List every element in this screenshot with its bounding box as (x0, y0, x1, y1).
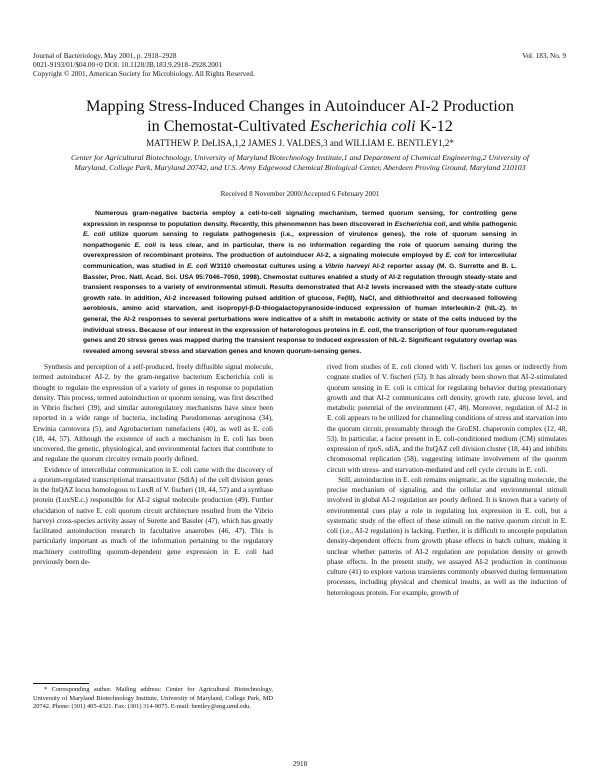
volume-info: Vol. 183, No. 9 (522, 52, 566, 60)
abstract-text: is less clear, and in particular, there is no information regarding the role of quorum sensing during the overexpression of recombinant proteins. The production of autoinducer AI-2, a signaling molecule employed by (83, 241, 517, 260)
body-column-left (33, 362, 273, 567)
affiliations: Center for Agricultural Biotechnology, University of Maryland Biotechnology Institute,1 and Department of Chemical Engineering,2 University of Maryland, College Park, Maryland 20742, and U.S. Army Edgewood Chemical Biological Center, Aberdeen Proving Ground, Maryland 210103 (70, 153, 530, 172)
species-name: E. coli (359, 326, 380, 334)
abstract-text: utilize quorum sensing to regulate pathogenesis (i.e., expression of virulence genes), the role of quorum sensing in nonpathogenic (83, 231, 517, 249)
species-name: E. coli (83, 231, 106, 239)
title-species: Escherichia coli (309, 117, 416, 135)
doi-line: 0021-9193/01/$04.00+0 DOI: 10.1128/JB.183.9.2918–2928.2001 (33, 61, 223, 70)
footnote-divider (33, 683, 89, 684)
journal-header (33, 52, 255, 80)
paragraph: Synthesis and perception of a self-produced, freely diffusible signal molecule, termed autoinducer AI-2, by the gram-negative bacterium Escherichia coli is thought to regulate the expression of a variety of genes in response to population density. This process, termed autoinduction or quorum sensing, was first described in Vibrio fischeri (39), and similar autoregulatory mechanisms have since been reported in a wide range of bacteria, including Pseudomonas aeruginosa (34), Erwinia carotovora (5), and Agrobacterium tumefaciens (40), as well as E. coli (18, 44, 57). Although the existence of such a mechanism in E. coli has been uncovered, the genetic, physiological, and environmental factors that contribute to and regulate the quorum circuitry remain poorly defined. (33, 363, 273, 464)
paragraph-continued: rived from studies of E. coli cloned with V. fischeri lux genes or indirectly from cognate studies of V. fischeri (53). It has already been shown that AI-2-stimulated quorum sensing in E. coli is critical for regulating behavior during prestationary growth and that AI-2 communicates cell density, growth rate, glucose level, and metabolic potential of the environment (47, 48). Moreover, regulation of AI-2 in E. coli appears to be utilized for channeling conditions of stress and starvation into the quorum circuit, presumably through the GroESL chaperonin complex (12, 48, 53). In particular, a factor present in E. coli-conditioned medium (CM) stimulates expression of rpoS, sdiA, and the ftsQAZ cell division cluster (18, 44) and inhibits chromosomal replication (58), suggesting intimate involvement of the quorum circuit with stress- and starvation-mediated and cell cycle circuits in E. coli. (327, 363, 567, 474)
paragraph: Evidence of intercellular communication in E. coli came with the discovery of a quorum-regulated transcriptional transactivator (SdiA) of the cell division genes in the ftsQAZ locus homologous to LuxR of V. fischeri (18, 44, 57) and a synthase protein (LuxSE.c.) responsible for AI-2 signal molecule production (49). Further elucidation of native E. coli quorum circuit architecture resulted from the Vibrio harveyi cross-species activity assay of Surette and Bassler (47), which has greatly facilitated autoinduction research in facultative anaerobes (46, 47). This is particularly important as much of the information pertaining to the regulatory machinery controlling quorum-dependent gene expression in E. coli had previously been de- (33, 465, 273, 566)
received-dates: Received 8 November 2000/Accepted 6 February 2001 (220, 190, 380, 198)
species-name: E. coli (186, 262, 208, 270)
abstract-text: for intercellular communication, was studied in (83, 252, 517, 270)
author-list: MATTHEW P. DeLISA,1,2 JAMES J. VALDES,3 and WILLIAM E. BENTLEY1,2* (146, 138, 454, 148)
title-line-2 (40, 116, 560, 136)
species-name: E. coli (134, 241, 157, 249)
paragraph: Still, autoinduction in E. coli remains enigmatic, as the signaling molecule, the precise mechanism of signaling, and the cellular and environmental stimuli involved in global AI-2 regulation are poorly defined. It is known that a variety of environmental cues play a role in regulating lux expression in E. coli, but a systematic study of the effect of these stimuli on the native quorum circuit in E. coli (i.e., AI-2 regulation) is lacking. Further, it is difficult to uncouple population density-dependent effects from growth phase effects in batch culture, making it unclear whether patterns of AI-2 regulation are population density or growth phase effects. In the present study, we assayed AI-2 production in continuous culture (41) to explore various transients commonly observed during fermentation processes, including physical and chemical insults, as well as the induction of heterologous protein. For example, growth of (327, 475, 567, 597)
species-name: Escherichia coli (394, 220, 446, 228)
article-title (40, 96, 560, 136)
abstract-text: Numerous gram-negative bacteria employ a cell-to-cell signaling mechanism, termed quorum sensing, for controlling gene expression in response to population density. Recently, this phenomenon has been discovered in (83, 210, 517, 228)
species-name: E. coli (445, 252, 466, 260)
abstract-text: W3110 chemostat cultures using a (207, 262, 326, 270)
species-name: Vibrio harveyi (325, 262, 370, 270)
abstract-text: , the transcription of four quorum-regulated genes and 20 stress genes was mapped during the transient response to induced expression of hIL-2. Significant regulatory overlap was revealed among several stress and starvation genes and known quorum-sensing genes. (83, 326, 518, 355)
abstract-text: AI-2 reporter assay (M. G. Surrette and B. L. Bassler, Proc. Natl. Acad. Sci. USA 95:7046–7050, 1998). Chemostat cultures enabled a study of AI-2 regulation through steady-state and transient responses to a variety of environmental stimuli. Results demonstrated that AI-2 levels increased with the steady-state culture growth rate. In addition, AI-2 increased following pulsed addition of glucose, Fe(III), NaCl, and dithiothreitol and decreased following aerobiosis, amino acid starvation, and isopropyl-β-D-thiogalactopyranoside-induced expression of human interleukin-2 (hIL-2). In general, the AI-2 responses to several perturbations were indicative of a shift in metabolic activity or state of the cells induced by the individual stress. Because of our interest in the expression of heterologous proteins in (83, 262, 517, 334)
title-part: in Chemostat-Cultivated (147, 117, 310, 135)
body-column-right (327, 362, 567, 598)
abstract (83, 209, 517, 357)
corresponding-author-footnote: * Corresponding author. Mailing address: Center for Agricultural Biotechnology, University of Maryland Biotechnology Institute, University of Maryland, College Park, MD 20742. Phone: (301) 405-4321. Fax: (301) 314-9075. E-mail: bentley@eng.umd.edu. (33, 686, 273, 711)
copyright-line: Copyright © 2001, American Society for Microbiology. All Rights Reserved. (33, 70, 255, 79)
abstract-text: , and while pathogenic (445, 220, 517, 228)
journal-citation: Journal of Bacteriology, May 2001, p. 2918–2928 (33, 52, 177, 60)
page-number: 2918 (292, 760, 308, 768)
title-line-1: Mapping Stress-Induced Changes in Autoinducer AI-2 Production (85, 97, 514, 115)
title-strain: K-12 (415, 117, 453, 135)
